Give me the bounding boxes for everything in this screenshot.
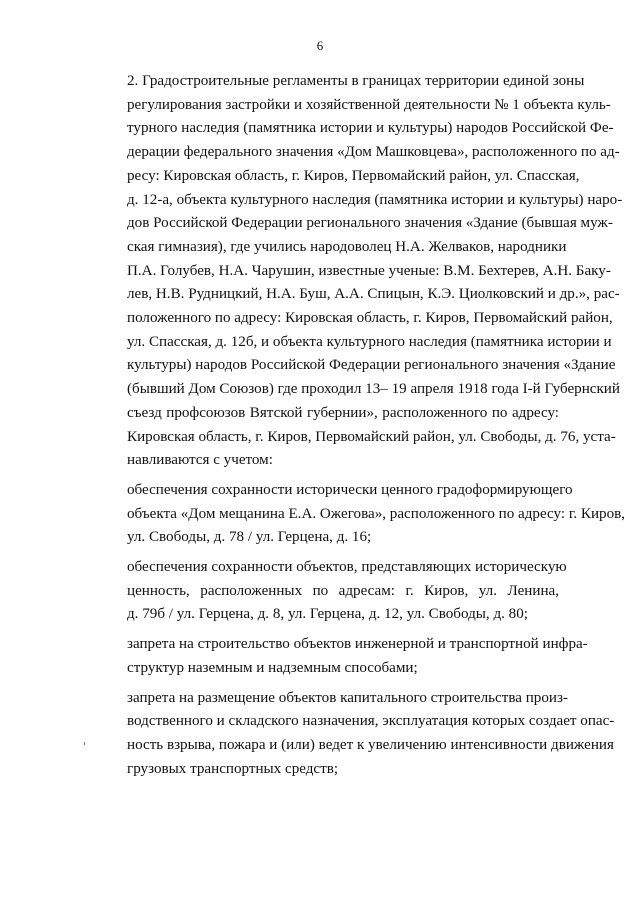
text-line: лев, Н.В. Рудницкий, Н.А. Буш, А.А. Спицын, К.Э. Циолковский и др.», рас- — [127, 286, 620, 303]
text-line: д. 12-а, объекта культурного наследия (памятника истории и культуры) наро- — [127, 191, 623, 208]
text-line: структур наземным и надземным способами; — [127, 659, 418, 676]
text-line: культуры) народов Российской Федерации регионального значения «Здание — [127, 357, 616, 374]
text-line: положенного по адресу: Кировская область, г. Киров, Первомайский район, — [127, 310, 613, 327]
text-line: дов Российской Федерации регионального значения «Здание (бывшая муж- — [127, 215, 613, 232]
text-line: ценность, расположенных по адресам: г. Киров, ул. Ленина, — [127, 582, 559, 599]
text-line: (бывший Дом Союзов) где проходил 13– 19 апреля 1918 года I-й Губернский — [127, 381, 620, 398]
text-line: д. 79б / ул. Герцена, д. 8, ул. Герцена, д. 12, ул. Свободы, д. 80; — [127, 606, 528, 623]
text-line: съезд профсоюзов Вятской губернии», расположенного по адресу: — [127, 404, 559, 421]
text-line: грузовых транспортных средств; — [127, 760, 339, 777]
paragraph-ozhegov-house — [90, 479, 626, 550]
text-line: П.А. Голубев, Н.А. Чарушин, известные ученые: В.М. Бехтерев, А.Н. Баку- — [127, 262, 611, 279]
text-line: турного наследия (памятника истории и культуры) народов Российской Фе- — [127, 120, 614, 137]
text-line: Кировская область, г. Киров, Первомайский район, ул. Свободы, д. 76, уста- — [127, 428, 616, 445]
text-line: ская гимназия), где учились народоволец Н.А. Желваков, народники — [127, 238, 567, 255]
paragraph-historic-objects — [90, 556, 567, 627]
text-line: дерации федерального значения «Дом Машковцева», расположенного по ад- — [127, 144, 620, 161]
text-line: водственного и складского назначения, эксплуатация которых создает опас- — [127, 713, 615, 730]
text-line: 2. Градостроительные регламенты в границах территории единой зоны — [127, 73, 585, 89]
text-line: обеспечения сохранности исторически ценного градоформирующего — [127, 481, 573, 498]
page-number: 6 — [316, 38, 324, 53]
paragraph-regulations-intro — [90, 70, 623, 473]
text-line: навливаются с учетом: — [127, 452, 273, 469]
text-line: ность взрыва, пожара и (или) ведет к увеличению интенсивности движения — [127, 736, 614, 753]
document-body — [90, 70, 626, 781]
text-line: запрета на размещение объектов капитального строительства произ- — [127, 689, 568, 706]
text-line: ул. Спасская, д. 12б, и объекта культурного наследия (памятника истории и — [127, 333, 612, 350]
text-line: ул. Свободы, д. 78 / ул. Герцена, д. 16; — [127, 529, 372, 546]
text-line: регулирования застройки и хозяйственной деятельности № 1 объекта куль- — [127, 96, 611, 113]
paragraph-infrastructure-ban — [90, 633, 588, 680]
text-line: обеспечения сохранности объектов, представляющих историческую — [127, 559, 567, 576]
margin-mark — [84, 742, 85, 745]
paragraph-industrial-ban — [90, 687, 615, 782]
text-line: объекта «Дом мещанина Е.А. Ожегова», расположенного по адресу: г. Киров, — [127, 505, 626, 522]
text-line: ресу: Кировская область, г. Киров, Первомайский район, ул. Спасская, — [127, 167, 580, 184]
text-line: запрета на строительство объектов инженерной и транспортной инфра- — [127, 636, 588, 653]
